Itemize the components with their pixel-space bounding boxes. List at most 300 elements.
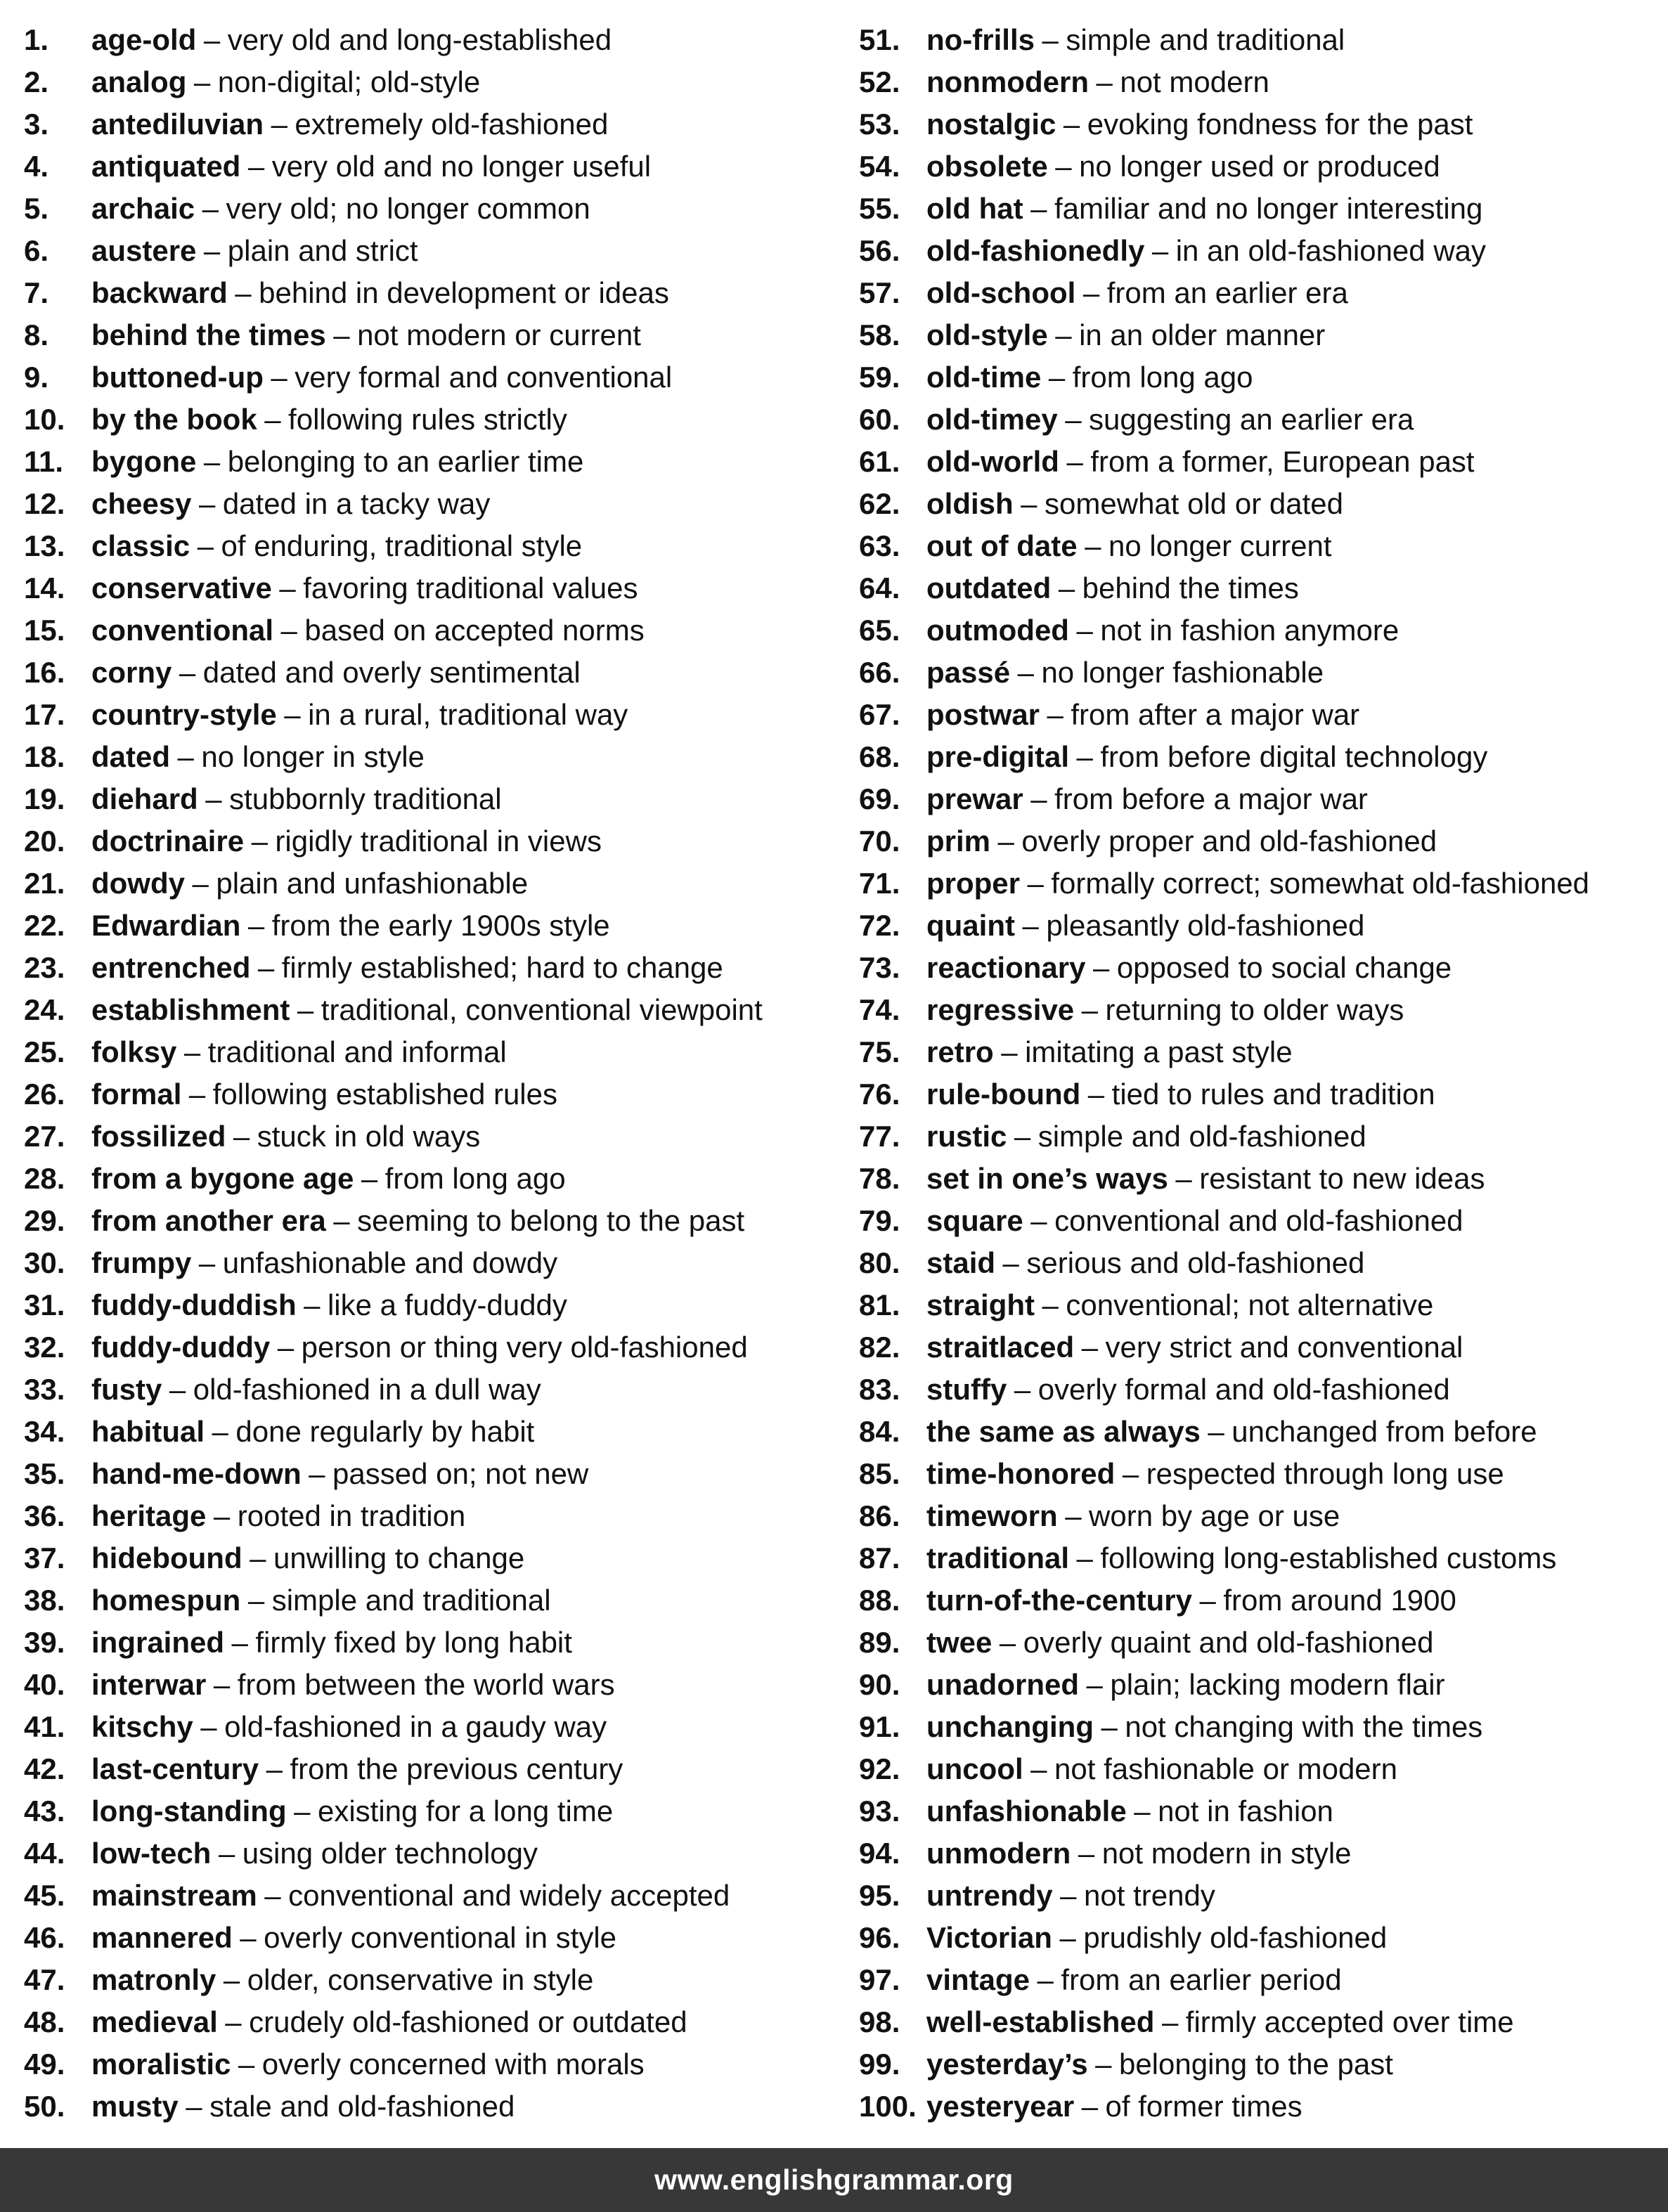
item-separator: – <box>1022 909 1039 942</box>
item-definition: belonging to the past <box>1118 2048 1393 2081</box>
item-term: turn-of-the-century <box>926 1584 1192 1617</box>
item-separator: – <box>1001 1035 1018 1068</box>
list-item <box>24 1453 832 1495</box>
right-column <box>859 19 1660 2128</box>
item-definition: respected through long use <box>1146 1457 1504 1490</box>
item-definition: traditional, conventional viewpoint <box>321 993 763 1026</box>
item-term: obsolete <box>926 150 1048 183</box>
list-item <box>859 61 1660 103</box>
item-separator: – <box>1065 403 1082 436</box>
list-item <box>24 862 832 905</box>
item-definition: evoking fondness for the past <box>1087 108 1473 141</box>
list-item <box>24 905 832 947</box>
item-number: 62. <box>859 487 900 520</box>
item-separator: – <box>1058 571 1075 604</box>
item-term: cheesy <box>91 487 192 520</box>
list-item <box>859 778 1660 820</box>
item-number: 55. <box>859 192 900 225</box>
item-separator: – <box>186 2090 202 2123</box>
item-definition: plain; lacking modern flair <box>1110 1668 1445 1701</box>
item-separator: – <box>188 1078 206 1111</box>
item-term: age-old <box>91 23 197 56</box>
item-separator: – <box>361 1162 378 1195</box>
item-term: habitual <box>91 1415 205 1448</box>
item-separator: – <box>1199 1584 1216 1617</box>
item-number: 94. <box>859 1837 900 1870</box>
item-separator: – <box>1087 1078 1105 1111</box>
item-number: 43. <box>24 1794 65 1828</box>
item-term: formal <box>91 1078 182 1111</box>
item-separator: – <box>271 361 287 394</box>
item-definition: from the previous century <box>290 1752 623 1785</box>
item-definition: older, conservative in style <box>247 1963 594 1996</box>
item-term: behind the times <box>91 318 326 351</box>
item-definition: suggesting an earlier era <box>1089 403 1414 436</box>
item-separator: – <box>183 1035 201 1068</box>
item-separator: – <box>264 403 281 436</box>
item-definition: unfashionable and dowdy <box>222 1246 558 1279</box>
item-separator: – <box>1096 65 1113 98</box>
list-item <box>24 103 832 145</box>
item-separator: – <box>1095 2048 1112 2081</box>
item-number: 29. <box>24 1204 65 1237</box>
item-term: timeworn <box>926 1499 1058 1532</box>
list-item <box>859 989 1660 1031</box>
list-item <box>24 230 832 272</box>
item-definition: no longer fashionable <box>1041 656 1324 689</box>
item-separator: – <box>240 1921 257 1954</box>
item-term: unmodern <box>926 1837 1071 1870</box>
list-item <box>24 609 832 652</box>
item-term: outdated <box>926 571 1052 604</box>
list-item <box>859 1284 1660 1326</box>
item-number: 12. <box>24 487 65 520</box>
item-definition: seeming to belong to the past <box>357 1204 745 1237</box>
item-definition: non-digital; old-style <box>217 65 481 98</box>
item-separator: – <box>212 1415 228 1448</box>
item-definition: stubbornly traditional <box>229 782 502 815</box>
item-definition: dated in a tacky way <box>222 487 491 520</box>
list-item <box>859 1369 1660 1411</box>
list-item <box>24 736 832 778</box>
item-number: 91. <box>859 1710 900 1743</box>
item-term: frumpy <box>91 1246 192 1279</box>
item-separator: – <box>1055 318 1072 351</box>
item-definition: belonging to an earlier time <box>227 445 584 478</box>
item-term: dowdy <box>91 867 185 900</box>
item-term: austere <box>91 234 197 267</box>
list-item <box>859 356 1660 399</box>
item-term: well-established <box>926 2005 1155 2038</box>
list-item <box>24 1200 832 1242</box>
list-item <box>24 1115 832 1158</box>
item-separator: – <box>233 1120 250 1153</box>
list-item <box>24 989 832 1031</box>
item-separator: – <box>213 1668 231 1701</box>
item-definition: simple and traditional <box>1066 23 1345 56</box>
list-item <box>859 1158 1660 1200</box>
item-number: 88. <box>859 1584 900 1617</box>
item-term: from another era <box>91 1204 326 1237</box>
item-number: 92. <box>859 1752 900 1785</box>
item-definition: from after a major war <box>1071 698 1360 731</box>
list-item <box>859 1537 1660 1579</box>
item-number: 17. <box>24 698 65 731</box>
list-item <box>859 1706 1660 1748</box>
item-definition: not trendy <box>1084 1879 1215 1912</box>
list-item <box>24 1664 832 1706</box>
item-separator: – <box>1092 951 1110 984</box>
list-item <box>24 19 832 61</box>
item-number: 61. <box>859 445 900 478</box>
item-term: prewar <box>926 782 1023 815</box>
item-term: twee <box>926 1626 993 1659</box>
item-definition: passed on; not new <box>332 1457 589 1490</box>
item-separator: – <box>200 1710 217 1743</box>
item-term: straitlaced <box>926 1331 1075 1364</box>
item-separator: – <box>1030 192 1047 225</box>
item-number: 51. <box>859 23 900 56</box>
item-separator: – <box>999 1626 1016 1659</box>
list-item <box>859 609 1660 652</box>
item-separator: – <box>1027 867 1044 900</box>
list-item <box>24 2043 832 2085</box>
list-item <box>24 1748 832 1790</box>
item-term: reactionary <box>926 951 1086 984</box>
item-number: 58. <box>859 318 900 351</box>
item-number: 75. <box>859 1035 900 1068</box>
item-term: proper <box>926 867 1021 900</box>
list-item <box>859 1579 1660 1622</box>
list-item <box>24 2001 832 2043</box>
item-separator: – <box>247 150 265 183</box>
item-definition: using older technology <box>242 1837 538 1870</box>
item-separator: – <box>997 824 1014 858</box>
list-item <box>859 441 1660 483</box>
item-term: fuddy-duddy <box>91 1331 271 1364</box>
item-number: 35. <box>24 1457 65 1490</box>
item-separator: – <box>1002 1246 1019 1279</box>
item-term: conventional <box>91 614 274 647</box>
list-item <box>24 1875 832 1917</box>
item-number: 4. <box>24 150 49 183</box>
list-item <box>859 314 1660 356</box>
item-term: hidebound <box>91 1541 243 1574</box>
list-item <box>24 1369 832 1411</box>
item-definition: pleasantly old-fashioned <box>1046 909 1365 942</box>
item-term: dated <box>91 740 171 773</box>
list-item <box>859 1917 1660 1959</box>
item-number: 53. <box>859 108 900 141</box>
item-definition: traditional and informal <box>207 1035 507 1068</box>
list-item <box>24 1917 832 1959</box>
item-separator: – <box>250 1541 266 1574</box>
item-definition: in a rural, traditional way <box>308 698 628 731</box>
item-number: 72. <box>859 909 900 942</box>
item-definition: very old and no longer useful <box>271 150 652 183</box>
item-separator: – <box>202 192 219 225</box>
list-item <box>859 694 1660 736</box>
item-separator: – <box>1047 698 1063 731</box>
item-number: 5. <box>24 192 49 225</box>
item-definition: not fashionable or modern <box>1054 1752 1397 1785</box>
item-separator: – <box>192 867 209 900</box>
item-term: entrenched <box>91 951 251 984</box>
item-definition: based on accepted norms <box>304 614 645 647</box>
item-definition: very old and long-established <box>227 23 612 56</box>
item-term: medieval <box>91 2005 218 2038</box>
item-number: 66. <box>859 656 900 689</box>
item-term: staid <box>926 1246 996 1279</box>
list-item <box>24 1495 832 1537</box>
item-term: oldish <box>926 487 1014 520</box>
item-term: old-time <box>926 361 1042 394</box>
item-definition: overly concerned with morals <box>261 2048 645 2081</box>
item-term: old-fashionedly <box>926 234 1145 267</box>
item-term: set in one’s ways <box>926 1162 1168 1195</box>
item-definition: from the early 1900s style <box>271 909 610 942</box>
item-separator: – <box>284 698 301 731</box>
item-number: 41. <box>24 1710 65 1743</box>
item-number: 89. <box>859 1626 900 1659</box>
item-definition: from an earlier era <box>1106 276 1348 309</box>
item-term: square <box>926 1204 1023 1237</box>
item-term: quaint <box>926 909 1015 942</box>
item-number: 90. <box>859 1668 900 1701</box>
item-term: analog <box>91 65 187 98</box>
item-term: out of date <box>926 529 1078 562</box>
item-number: 95. <box>859 1879 900 1912</box>
item-number: 16. <box>24 656 65 689</box>
item-number: 11. <box>24 445 64 478</box>
list-item <box>859 862 1660 905</box>
item-term: unadorned <box>926 1668 1079 1701</box>
item-separator: – <box>1042 23 1059 56</box>
item-term: moralistic <box>91 2048 231 2081</box>
item-number: 84. <box>859 1415 900 1448</box>
item-separator: – <box>1081 2090 1099 2123</box>
list-item <box>859 1790 1660 1832</box>
list-item <box>24 272 832 314</box>
item-number: 60. <box>859 403 900 436</box>
item-number: 74. <box>859 993 900 1026</box>
item-definition: not in fashion anymore <box>1100 614 1399 647</box>
item-separator: – <box>247 1584 265 1617</box>
item-definition: rooted in tradition <box>237 1499 466 1532</box>
item-separator: – <box>1151 234 1169 267</box>
item-separator: – <box>205 782 222 815</box>
item-definition: not modern or current <box>357 318 641 351</box>
item-separator: – <box>271 108 287 141</box>
item-term: doctrinaire <box>91 824 245 858</box>
item-term: interwar <box>91 1668 207 1701</box>
item-term: folksy <box>91 1035 177 1068</box>
list-item <box>859 1073 1660 1115</box>
item-number: 25. <box>24 1035 65 1068</box>
item-separator: – <box>1021 487 1037 520</box>
list-item <box>24 947 832 989</box>
list-item <box>24 778 832 820</box>
item-number: 54. <box>859 150 900 183</box>
item-separator: – <box>1037 1963 1054 1996</box>
item-number: 23. <box>24 951 65 984</box>
item-number: 100. <box>859 2090 917 2123</box>
item-definition: from around 1900 <box>1223 1584 1456 1617</box>
item-number: 38. <box>24 1584 65 1617</box>
item-term: traditional <box>926 1541 1070 1574</box>
item-term: retro <box>926 1035 994 1068</box>
list-item <box>859 947 1660 989</box>
item-separator: – <box>1134 1794 1151 1828</box>
item-term: old-style <box>926 318 1048 351</box>
item-separator: – <box>279 571 296 604</box>
item-definition: behind in development or ideas <box>259 276 669 309</box>
item-number: 36. <box>24 1499 65 1532</box>
item-separator: – <box>231 1626 248 1659</box>
item-definition: conventional; not alternative <box>1066 1288 1434 1321</box>
item-separator: – <box>1042 1288 1059 1321</box>
item-definition: worn by age or use <box>1089 1499 1340 1532</box>
list-item <box>859 399 1660 441</box>
list-item <box>24 1537 832 1579</box>
item-term: yesterday’s <box>926 2048 1088 2081</box>
item-definition: not changing with the times <box>1125 1710 1483 1743</box>
item-definition: plain and unfashionable <box>216 867 529 900</box>
item-term: old-world <box>926 445 1059 478</box>
item-number: 22. <box>24 909 65 942</box>
item-number: 73. <box>859 951 900 984</box>
item-number: 93. <box>859 1794 900 1828</box>
item-number: 49. <box>24 2048 65 2081</box>
list-item <box>24 1158 832 1200</box>
item-term: postwar <box>926 698 1040 731</box>
item-number: 80. <box>859 1246 900 1279</box>
item-separator: – <box>280 614 297 647</box>
item-number: 82. <box>859 1331 900 1364</box>
item-number: 65. <box>859 614 900 647</box>
item-number: 32. <box>24 1331 65 1364</box>
item-definition: somewhat old or dated <box>1045 487 1343 520</box>
item-term: bygone <box>91 445 197 478</box>
item-definition: opposed to social change <box>1116 951 1452 984</box>
item-definition: behind the times <box>1082 571 1299 604</box>
item-separator: – <box>264 1879 281 1912</box>
item-definition: overly formal and old-fashioned <box>1037 1373 1450 1406</box>
item-separator: – <box>1030 1204 1047 1237</box>
item-term: hand-me-down <box>91 1457 302 1490</box>
item-number: 68. <box>859 740 900 773</box>
item-separator: – <box>247 909 265 942</box>
item-definition: firmly fixed by long habit <box>255 1626 572 1659</box>
item-separator: – <box>294 1794 311 1828</box>
item-separator: – <box>1060 1879 1077 1912</box>
item-number: 81. <box>859 1288 900 1321</box>
item-term: vintage <box>926 1963 1030 1996</box>
item-term: regressive <box>926 993 1075 1026</box>
item-separator: – <box>304 1288 321 1321</box>
item-number: 57. <box>859 276 900 309</box>
item-separator: – <box>1081 993 1099 1026</box>
item-definition: from a former, European past <box>1090 445 1475 478</box>
item-definition: simple and old-fashioned <box>1037 1120 1366 1153</box>
item-separator: – <box>257 951 275 984</box>
item-separator: – <box>169 1373 186 1406</box>
list-item <box>24 525 832 567</box>
item-separator: – <box>1055 150 1072 183</box>
item-definition: no longer current <box>1108 529 1332 562</box>
item-definition: resistant to new ideas <box>1199 1162 1485 1195</box>
item-number: 71. <box>859 867 900 900</box>
item-number: 24. <box>24 993 65 1026</box>
item-definition: from between the world wars <box>237 1668 615 1701</box>
list-item <box>859 145 1660 188</box>
item-definition: plain and strict <box>227 234 418 267</box>
item-definition: stuck in old ways <box>257 1120 481 1153</box>
item-number: 76. <box>859 1078 900 1111</box>
item-term: from a bygone age <box>91 1162 354 1195</box>
item-definition: very old; no longer common <box>226 192 590 225</box>
item-term: homespun <box>91 1584 241 1617</box>
item-number: 50. <box>24 2090 65 2123</box>
item-number: 86. <box>859 1499 900 1532</box>
item-term: rule-bound <box>926 1078 1081 1111</box>
item-definition: overly conventional in style <box>264 1921 617 1954</box>
list-item <box>24 1706 832 1748</box>
list-item <box>859 652 1660 694</box>
item-number: 8. <box>24 318 49 351</box>
item-term: last-century <box>91 1752 259 1785</box>
item-term: Edwardian <box>91 909 241 942</box>
item-number: 70. <box>859 824 900 858</box>
item-term: country-style <box>91 698 277 731</box>
item-separator: – <box>223 1963 240 1996</box>
item-term: rustic <box>926 1120 1007 1153</box>
item-separator: – <box>333 318 350 351</box>
item-definition: firmly established; hard to change <box>281 951 723 984</box>
item-separator: – <box>225 2005 242 2038</box>
item-definition: serious and old-fashioned <box>1026 1246 1365 1279</box>
item-term: outmoded <box>926 614 1069 647</box>
item-definition: old-fashioned in a gaudy way <box>224 1710 607 1743</box>
item-term: untrendy <box>926 1879 1053 1912</box>
item-number: 10. <box>24 403 65 436</box>
item-term: passé <box>926 656 1011 689</box>
item-term: backward <box>91 276 228 309</box>
item-definition: from an earlier period <box>1061 1963 1342 1996</box>
list-item <box>24 652 832 694</box>
left-column <box>24 19 832 2128</box>
item-definition: overly quaint and old-fashioned <box>1023 1626 1434 1659</box>
item-term: buttoned-up <box>91 361 264 394</box>
list-item <box>24 1622 832 1664</box>
item-number: 2. <box>24 65 49 98</box>
item-number: 37. <box>24 1541 65 1574</box>
item-definition: extremely old-fashioned <box>295 108 609 141</box>
item-number: 33. <box>24 1373 65 1406</box>
item-number: 9. <box>24 361 49 394</box>
item-term: low-tech <box>91 1837 212 1870</box>
item-number: 85. <box>859 1457 900 1490</box>
list-item <box>859 1664 1660 1706</box>
item-term: unchanging <box>926 1710 1094 1743</box>
item-definition: person or thing very old-fashioned <box>301 1331 748 1364</box>
item-separator: – <box>251 824 268 858</box>
item-separator: – <box>1014 1373 1031 1406</box>
item-number: 18. <box>24 740 65 773</box>
item-term: straight <box>926 1288 1035 1321</box>
item-term: nonmodern <box>926 65 1089 98</box>
list-item <box>24 820 832 862</box>
